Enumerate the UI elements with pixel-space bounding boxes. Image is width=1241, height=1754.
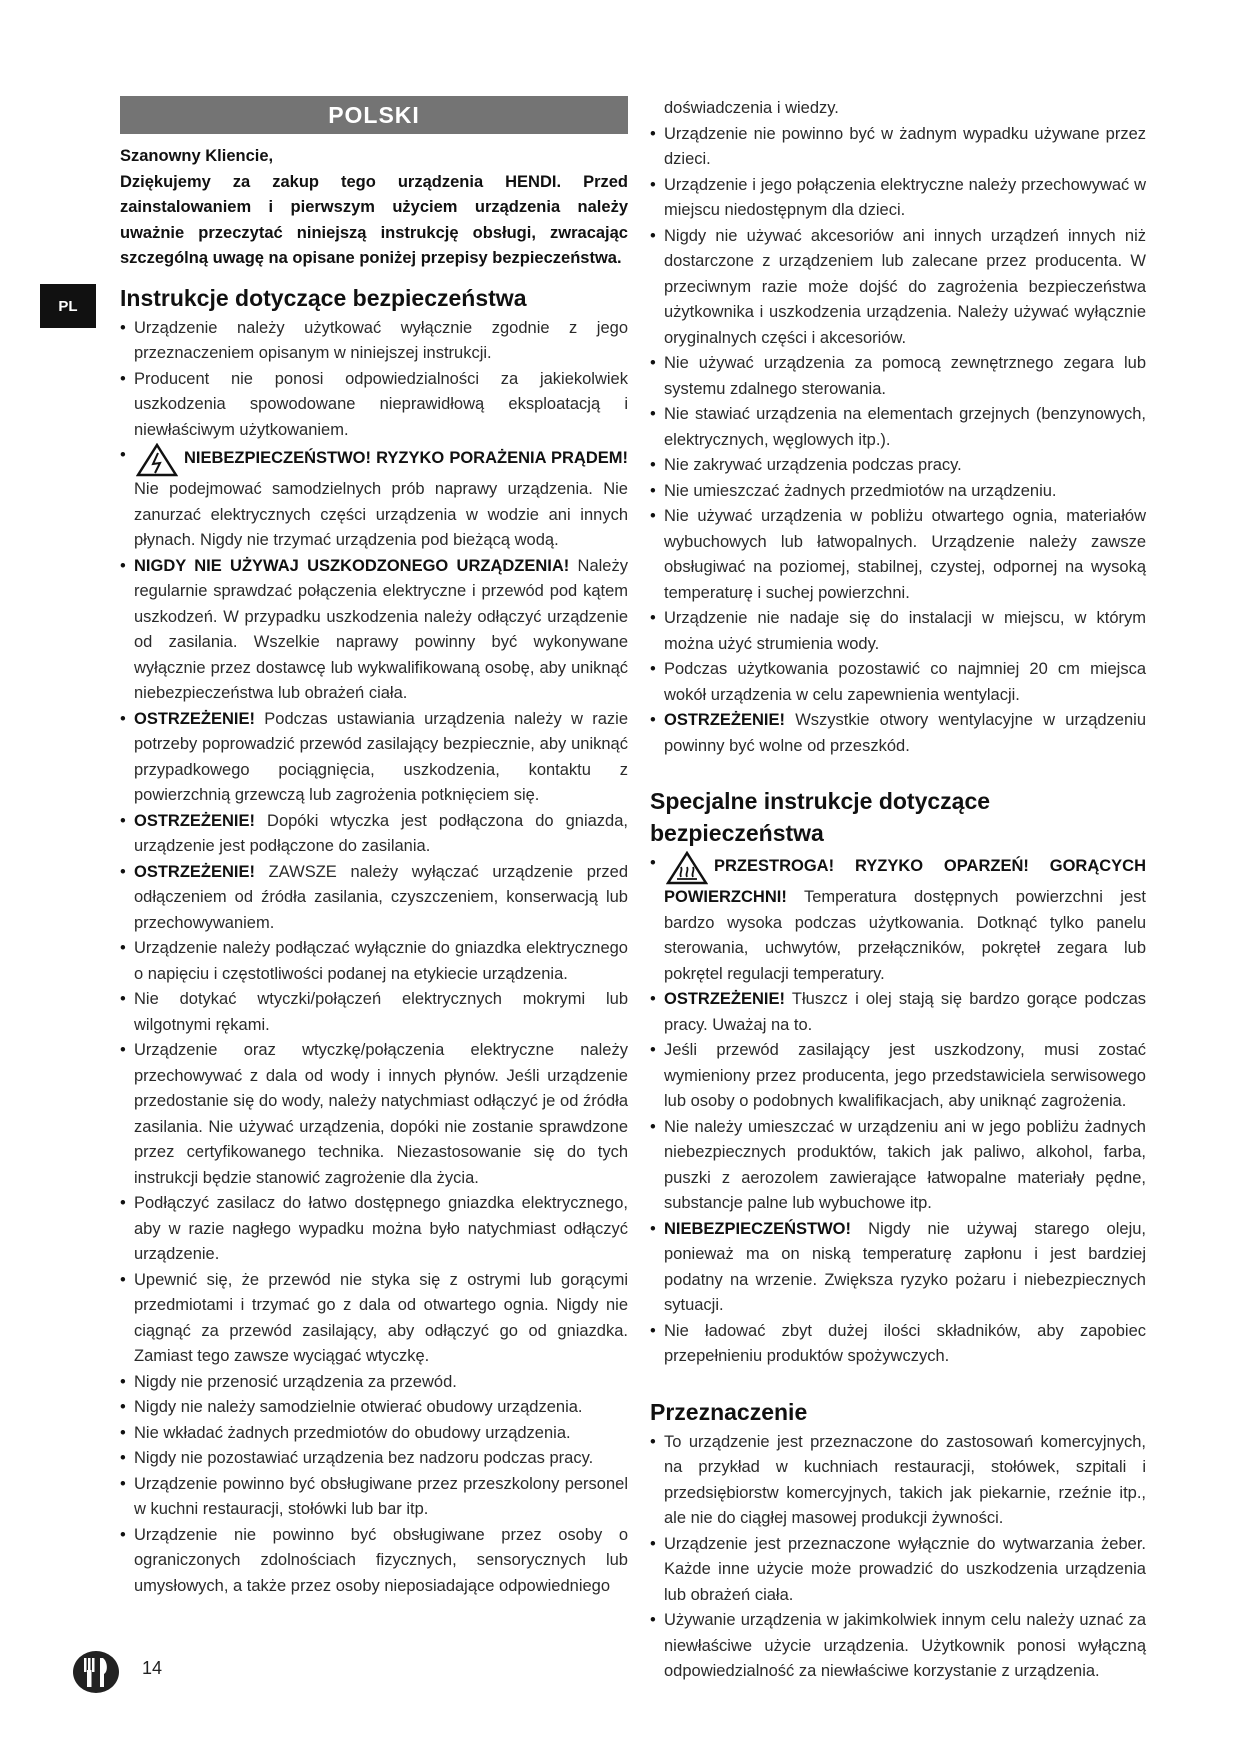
item-text: Urządzenie oraz wtyczkę/połączenia elektryczne należy przechowywać z dala od wody i innych płynów. Jeśli urządzenie przedostanie się do wody, należy natychmiast odłączyć je od źródła zasilania. Nie używać urządzenia, dopóki nie zostanie sprawdzone przez certyfikowanego technika. Niezastosowanie się do tych instrukcji będzie stanowić zagrożenie dla życia.: [134, 1041, 628, 1187]
special-safety-heading: Specjalne instrukcje dotyczące bezpieczeństwa: [650, 788, 991, 846]
item-text: Podczas użytkowania pozostawić co najmniej 20 cm miejsca wokół urządzenia w celu zapewnienia wentylacji.: [664, 660, 1146, 704]
item-text: Nigdy nie przenosić urządzenia za przewód.: [134, 1372, 457, 1391]
item-text: Temperatura dostępnych powierzchni jest bardzo wysoka podczas użytkowania. Dotknąć tylko panelu sterowania, uchwytów, przełączników, pokręteł zegara lub pokrętel regulacji temperatury.: [664, 888, 1146, 983]
language-side-tab: PL: [40, 284, 96, 328]
list-item: [120, 936, 628, 987]
item-text: Nie dotykać wtyczki/połączeń elektrycznych mokrymi lub wilgotnymi rękami.: [134, 990, 628, 1034]
item-text: To urządzenie jest przeznaczone do zastosowań komercyjnych, na przykład w kuchniach restauracji, stołówek, szpitali i przedsiębiorstw komercyjnych, takich jak piekarnie, rzeźnie itp., ale nie do ciągłej masowej produkcji żywności.: [664, 1432, 1146, 1527]
list-item: [650, 1115, 1146, 1217]
item-text: Producent nie ponosi odpowiedzialności za jakiekolwiek uszkodzenia spowodowane nieprawidłową eksploatacją i niewłaściwym użytkowaniem.: [134, 369, 628, 439]
purpose-list: [650, 1430, 1146, 1685]
item-text: Jeśli przewód zasilający jest uszkodzony, musi zostać wymieniony przez producenta, jego przedstawiciela serwisowego lub osoby o podobnych kwalifikacjach, aby uniknąć zagrożenia.: [664, 1041, 1146, 1110]
special-safety-list: [650, 851, 1146, 1370]
list-item: [120, 316, 628, 367]
item-text: Nie używać urządzenia w pobliżu otwartego ognia, materiałów wybuchowych lub łatwopalnych. Urządzenie należy zawsze obsługiwać na poziomej, stabilnej, czystej, odpornej na wysoką temperaturę i suchej powierzchni.: [664, 507, 1146, 602]
right-column: [650, 96, 1146, 1685]
item-text: Nie ładować zbyt dużej ilości składników, aby zapobiec przepełnieniu produktów spożywczych.: [664, 1321, 1146, 1365]
safety-list: [120, 316, 628, 1600]
list-item: [120, 1523, 628, 1600]
item-text: Urządzenie należy użytkować wyłącznie zgodnie z jego przeznaczeniem opisanym w niniejszej instrukcji.: [134, 318, 628, 362]
electric-shock-warning-icon: [136, 443, 178, 477]
list-item: [120, 1395, 628, 1421]
item-bold: OSTRZEŻENIE!: [134, 862, 256, 881]
purpose-heading: Przeznaczenie: [650, 1398, 808, 1425]
list-item: [120, 809, 628, 860]
item-text: Urządzenie i jego połączenia elektryczne należy przechowywać w miejscu niedostępnym dla dzieci.: [664, 175, 1146, 219]
list-item: [120, 987, 628, 1038]
item-text: Nie używać urządzenia za pomocą zewnętrznego zegara lub systemu zdalnego sterowania.: [664, 354, 1146, 398]
list-item: [650, 1319, 1146, 1370]
item-text: Nie podejmować samodzielnych prób naprawy urządzenia. Nie zanurzać elektrycznych części urządzenia w wodzie ani innych płynach. Nigdy nie trzymać urządzenia pod bieżącą wodą.: [134, 480, 628, 549]
list-item: [120, 554, 628, 707]
item-text: Urządzenie nie nadaje się do instalacji w miejscu, w którym można użyć strumienia wody.: [664, 609, 1146, 653]
item-text: Podczas ustawiania urządzenia należy w razie potrzeby poprowadzić przewód zasilający bezpiecznie, aby uniknąć przypadkowego pociągnięcia, uszkodzenia, kontaktu z powierzchnią grzewczą lub zagrożenia potknięciem się.: [134, 709, 628, 804]
section-spacer: [650, 1370, 1146, 1386]
item-text: Urządzenie należy podłączać wyłącznie do gniazdka elektrycznego o napięciu i częstotliwości podanej na etykiecie urządzenia.: [134, 939, 628, 983]
item-text: Nie wkładać żadnych przedmiotów do obudowy urządzenia.: [134, 1423, 571, 1442]
item-text: Urządzenie nie powinno być w żadnym wypadku używane przez dzieci.: [664, 124, 1146, 168]
item-text: Urządzenie nie powinno być obsługiwane przez osoby o ograniczonych zdolnościach fizycznych, sensorycznych lub umysłowych, a także przez osoby nieposiadające odpowiedniego: [134, 1525, 628, 1595]
list-item: [650, 173, 1146, 224]
list-item: [650, 504, 1146, 606]
greeting: Szanowny Kliencie,: [120, 147, 274, 165]
item-bold: PRZESTROGA! RYZYKO OPARZEŃ! GORĄCYCH POWIERZCHNI!: [664, 857, 1146, 906]
list-item: [650, 1217, 1146, 1319]
list-item: [650, 606, 1146, 657]
list-item: [650, 1430, 1146, 1532]
item-bold: OSTRZEŻENIE!: [664, 990, 786, 1008]
item-text: Urządzenie powinno być obsługiwane przez przeszkolony personel w kuchni restauracji, stołówki lub bar itp.: [134, 1474, 628, 1518]
list-item: [650, 479, 1146, 505]
item-text: Wszystkie otwory wentylacyjne w urządzeniu powinny być wolne od przeszkód.: [664, 711, 1146, 755]
item-text: Nigdy nie używać akcesoriów ani innych urządzeń innych niż dostarczone z urządzeniem lub zalecane przez producenta. W przeciwnym razie może dojść do zagrożenia bezpieczeństwa użytkownika i uszkodzenia urządzenia. Należy używać wyłącznie oryginalnych części i akcesoriów.: [664, 226, 1146, 347]
list-item: [120, 1268, 628, 1370]
item-text: ZAWSZE należy wyłączać urządzenie przed odłączeniem od źródła zasilania, czyszczeniem, konserwacją lub przechowywaniem.: [134, 862, 628, 932]
intro-text: Dziękujemy za zakup tego urządzenia HENDI. Przed zainstalowaniem i pierwszym użyciem urządzenia należy uważnie przeczytać niniejszą instrukcję obsługi, zwracając szczególną uwagę na opisane poniżej przepisy bezpieczeństwa.: [120, 172, 628, 267]
list-item: [650, 987, 1146, 1038]
item-text: Nigdy nie pozostawiać urządzenia bez nadzoru podczas pracy.: [134, 1449, 594, 1467]
item-bold: OSTRZEŻENIE!: [664, 711, 786, 729]
list-item: [650, 657, 1146, 708]
item-text: Nie należy umieszczać w urządzeniu ani w jego pobliżu żadnych niebezpiecznych produktów, takich jak paliwo, alkohol, farba, puszki z aerozolem zawierające łatwopalne materiały pędne, substancje palne lub wybuchowe itp.: [664, 1117, 1146, 1212]
page-number: 14: [142, 1658, 163, 1678]
list-item: [650, 1608, 1146, 1685]
list-item: [120, 1191, 628, 1268]
list-item: [650, 1532, 1146, 1609]
list-item: [650, 351, 1146, 402]
list-item: [120, 860, 628, 937]
list-item: [650, 402, 1146, 453]
list-item: [120, 1446, 628, 1472]
item-text: Dopóki wtyczka jest podłączona do gniazda, urządzenie jest podłączone do zasilania.: [134, 811, 628, 855]
list-item: [650, 453, 1146, 479]
cutlery-icon: [72, 1650, 120, 1694]
list-item: [650, 851, 1146, 987]
safety-list-continued: [650, 122, 1146, 760]
item-bold: OSTRZEŻENIE!: [134, 709, 256, 728]
list-item: [650, 122, 1146, 173]
item-bold: OSTRZEŻENIE!: [134, 811, 256, 830]
item-text: Nigdy nie używaj starego oleju, ponieważ ma on niską temperaturę zapłonu i jest bardziej podatny na wrzenie. Zwiększa ryzyko pożaru i niebezpiecznych sytuacji.: [664, 1219, 1146, 1314]
list-item: [650, 1038, 1146, 1115]
list-item: [120, 367, 628, 444]
item-bold: NIGDY NIE UŻYWAJ USZKODZONEGO URZĄDZENIA!: [134, 556, 570, 575]
item-text: Nigdy nie należy samodzielnie otwierać obudowy urządzenia.: [134, 1398, 583, 1416]
list-item: [120, 1421, 628, 1447]
item-text: Należy regularnie sprawdzać połączenia elektryczne i przewód pod kątem uszkodzeń. W przypadku uszkodzenia należy odłączyć urządzenie od zasilania. Wszelkie naprawy powinny być wykonywane wyłącznie przez dostawcę lub wykwalifikowaną osobę, aby uniknąć niebezpieczeństwa lub obrażeń ciała.: [134, 556, 628, 702]
list-item: [650, 708, 1146, 759]
item-text: Urządzenie jest przeznaczone wyłącznie do wytwarzania żeber. Każde inne użycie może prowadzić do uszkodzenia urządzenia lub obrażeń ciała.: [664, 1534, 1146, 1604]
language-header: POLSKI: [120, 96, 628, 134]
continued-text: doświadczenia i wiedzy.: [664, 99, 839, 117]
hot-surface-warning-icon: [666, 851, 708, 885]
intro-block: [120, 144, 628, 272]
item-text: Nie stawiać urządzenia na elementach grzejnych (benzynowych, elektrycznych, węglowych itp.).: [664, 405, 1146, 449]
list-item: [120, 1472, 628, 1523]
item-text: Nie umieszczać żadnych przedmiotów na urządzeniu.: [664, 481, 1057, 500]
left-column: [120, 96, 628, 1599]
list-item: [120, 1370, 628, 1396]
safety-heading: Instrukcje dotyczące bezpieczeństwa: [120, 284, 527, 311]
item-text: Podłączyć zasilacz do łatwo dostępnego gniazdka elektrycznego, aby w razie nagłego wypadku można było natychmiast odłączyć urządzenie.: [134, 1194, 628, 1263]
list-item: [120, 707, 628, 809]
item-bold: NIEBEZPIECZEŃSTWO!: [664, 1219, 852, 1238]
item-text: Upewnić się, że przewód nie styka się z ostrymi lub gorącymi przedmiotami i trzymać go z dala od otwartego ognia. Nigdy nie ciągnąć za przewód zasilający, aby odłączyć go od gniazdka. Zamiast tego zawsze wyciągać wtyczkę.: [134, 1270, 628, 1365]
item-text: Używanie urządzenia w jakimkolwiek innym celu należy uznać za niewłaściwe użycie urządzenia. Użytkownik ponosi wyłączną odpowiedzialność za niewłaściwe korzystanie z urządzenia.: [664, 1611, 1146, 1680]
item-text: Tłuszcz i olej stają się bardzo gorące podczas pracy. Uważaj na to.: [664, 990, 1146, 1034]
list-item: [650, 224, 1146, 352]
list-item: [120, 443, 628, 554]
item-text: Nie zakrywać urządzenia podczas pracy.: [664, 456, 962, 474]
list-item: [120, 1038, 628, 1191]
section-spacer: [650, 759, 1146, 775]
item-bold: NIEBEZPIECZEŃSTWO! RYZYKO PORAŻENIA PRĄDEM!: [184, 449, 628, 467]
